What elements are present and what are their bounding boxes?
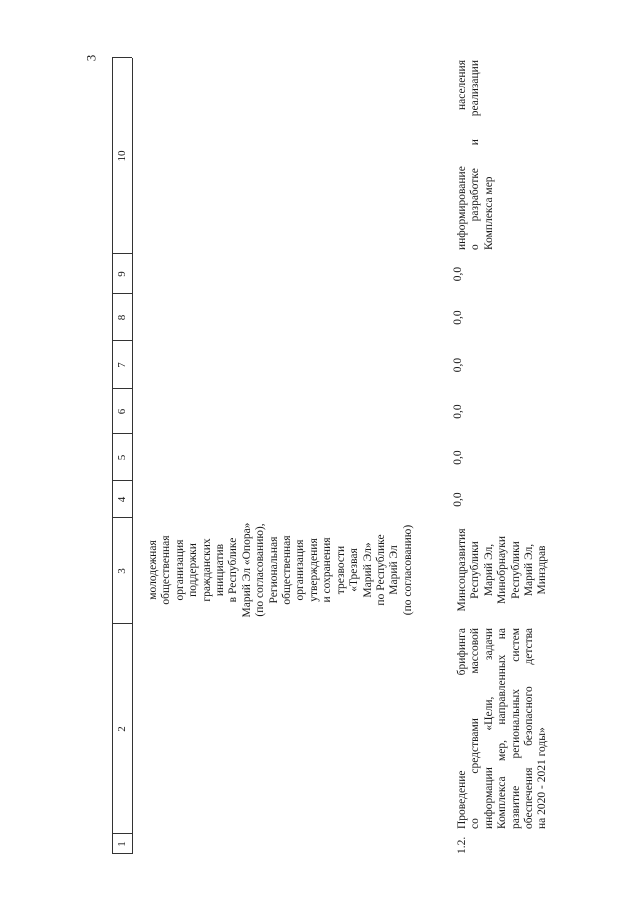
description-line: со средствами массовой xyxy=(469,628,482,829)
header-col-4: 4 xyxy=(116,496,128,503)
org-line: инициатив xyxy=(214,543,227,597)
org-line: общественная xyxy=(160,535,173,605)
org-line: по Республике xyxy=(374,534,387,606)
org-line: Региональная xyxy=(267,536,280,604)
org-line: поддержки xyxy=(187,543,200,597)
result-line: о разработке и реализации xyxy=(469,60,482,250)
executor-line: Республики xyxy=(469,541,482,599)
description-line: развитие региональных систем xyxy=(509,628,522,829)
header-col-6: 6 xyxy=(116,408,128,415)
org-line: Марий Эл «Опора» xyxy=(240,522,253,618)
org-line: общественная xyxy=(281,535,294,605)
org-line: утверждения xyxy=(307,538,320,602)
header-col-3: 3 xyxy=(116,568,128,574)
org-line: Марий Эл» xyxy=(361,542,374,598)
continuation-organization xyxy=(147,522,415,618)
header-col-5: 5 xyxy=(116,454,128,461)
org-line: (по согласованию), xyxy=(254,523,267,617)
executor-line: Минобрнауки xyxy=(496,535,509,605)
value-col-4: 0,0 xyxy=(452,492,464,507)
result-line: Комплекса мер xyxy=(482,176,495,250)
page-number: 3 xyxy=(83,54,99,62)
org-line: организация xyxy=(294,539,307,601)
executor-line: Минздрав xyxy=(536,545,549,595)
header-col-10: 10 xyxy=(116,150,128,162)
header-bottom-border xyxy=(132,58,133,854)
org-line: в Республике xyxy=(227,537,240,603)
row-number: 1.2. xyxy=(456,836,468,854)
org-line: и сохранения xyxy=(321,537,334,603)
description-line: на 2020 - 2021 годы» xyxy=(536,727,549,829)
table-sheet xyxy=(112,58,549,854)
org-line: Марий Эл xyxy=(388,545,401,595)
executor-line: Марий Эл, xyxy=(482,543,495,597)
executor-line: Минсоцразвития xyxy=(456,528,468,612)
result-line: информирование населения xyxy=(456,60,468,250)
header-col-2: 2 xyxy=(116,726,128,732)
description-line: Комплекса мер, направленных на xyxy=(496,628,509,829)
org-line: трезвости xyxy=(334,545,347,595)
row-result xyxy=(456,60,496,250)
org-line: «Трезвая xyxy=(348,548,361,592)
value-col-9: 0,0 xyxy=(452,266,464,282)
value-col-5: 0,0 xyxy=(452,450,464,465)
row-description xyxy=(456,628,550,829)
header-col-1: 1 xyxy=(116,841,128,847)
row-executors xyxy=(456,522,550,618)
org-line: гражданских xyxy=(200,538,213,602)
header-col-8: 8 xyxy=(116,314,128,321)
executor-line: Республики xyxy=(509,541,522,599)
org-line: организация xyxy=(173,539,186,601)
description-line: обеспечения безопасного детства xyxy=(523,628,536,829)
value-col-8: 0,0 xyxy=(452,310,464,325)
description-line: информации «Цели, задачи xyxy=(482,628,495,829)
value-col-6: 0,0 xyxy=(452,404,464,419)
value-col-7: 0,0 xyxy=(452,357,464,373)
description-line: Проведение брифинга xyxy=(456,628,468,829)
header-col-9: 9 xyxy=(116,271,128,277)
executor-line: Марий Эл, xyxy=(523,543,536,597)
header-col-7: 7 xyxy=(116,362,128,368)
org-line: (по согласованию) xyxy=(401,524,414,616)
org-line: молодежная xyxy=(147,540,159,600)
